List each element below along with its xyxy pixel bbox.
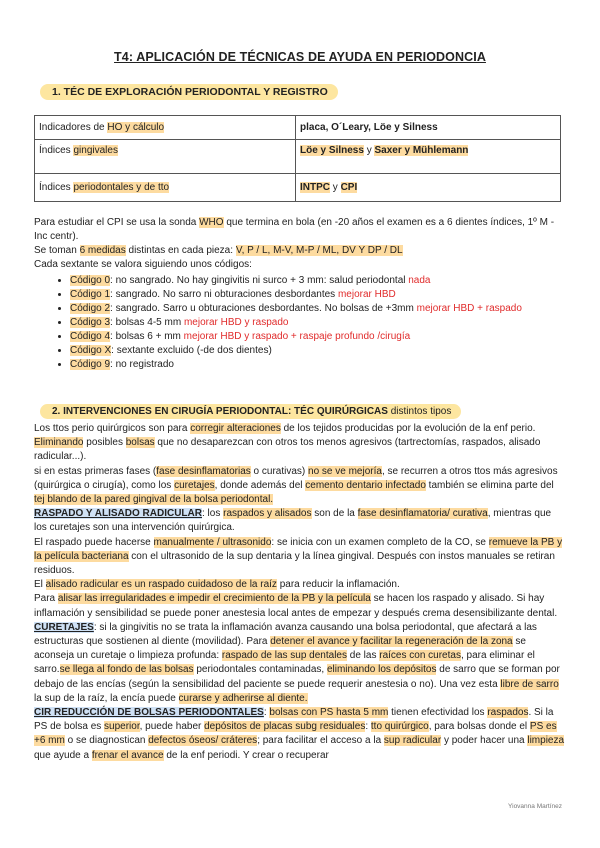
indices-table: [34, 115, 561, 202]
text: , donde además del: [214, 479, 306, 491]
code-label: Código 3: [70, 317, 111, 328]
text: se aconseja un curetaje o limpieza profunda:: [34, 636, 526, 662]
cell-text: Índices: [39, 182, 74, 193]
text: para reducir la inflamación.: [276, 579, 400, 591]
section-2-body: [34, 422, 566, 763]
text: o se diagnostican: [64, 735, 149, 747]
list-item: [70, 316, 600, 330]
text: , para eliminar el sarro.: [34, 650, 535, 676]
text: Se toman: [34, 245, 80, 256]
highlight: superior: [104, 721, 140, 733]
list-item: [70, 302, 600, 316]
paragraph-raspado: [34, 507, 566, 535]
table-cell: [35, 174, 296, 202]
cell-highlight: periodontales y de tto: [73, 182, 170, 193]
document-title: T4: APLICACIÓN DE TÉCNICAS DE AYUDA EN PERIODONCIA: [114, 50, 486, 64]
text: El raspado puede hacerse: [34, 536, 154, 548]
subheading: CURETAJES: [34, 621, 94, 633]
table-row: [35, 174, 561, 202]
highlight: manualmente / ultrasonido: [153, 536, 272, 548]
text: distintas en cada pieza:: [125, 245, 236, 256]
highlight: raspados y alisados: [223, 508, 312, 520]
highlight: defectos óseos/ cráteres: [148, 735, 258, 747]
code-action: nada: [408, 275, 431, 286]
text: que termina en bola (en -20 años el examen es a 6 dientes índices, 1º M - Inc centr).: [34, 217, 555, 242]
text: periodontales contaminadas,: [193, 664, 327, 676]
code-label: Código 0: [70, 275, 111, 286]
cell-highlight: Löe y Silness: [300, 145, 364, 156]
cpi-line-3: Cada sextante se valora siguiendo unos códigos:: [34, 259, 252, 270]
cell-text: y: [330, 182, 341, 193]
code-label: Código 2: [70, 303, 111, 314]
highlight: Eliminando: [34, 437, 84, 449]
highlight: alisar las irregularidades e impedir el crecimiento de la PB y la película: [57, 593, 371, 605]
cell-highlight: Saxer y Mühlemann: [374, 145, 469, 156]
subheading: RASPADO Y ALISADO RADICULAR: [34, 508, 202, 520]
highlight: remueve la PB y la película bacteriana: [34, 536, 563, 562]
highlight: tej blando de la pared gingival de la bolsa periodontal.: [34, 494, 274, 506]
text: o curativas): [250, 465, 309, 477]
highlight: raspados: [487, 707, 529, 719]
text: también se elimina parte del: [425, 479, 554, 491]
text: Los ttos: [34, 423, 70, 434]
highlight: V, P / L, M-V, M-P / ML, DV Y DP / DL: [235, 245, 403, 256]
table-cell: [35, 140, 296, 174]
highlight: frenar el avance: [91, 749, 164, 761]
author-footer: Yiovanna Martínez: [508, 803, 562, 810]
paragraph-phases: [34, 465, 566, 508]
text: , puede haber: [139, 721, 205, 733]
highlight: sup radicular: [383, 735, 442, 747]
text: son de la: [311, 508, 358, 520]
highlight: fase desinflamatoria/ curativa: [357, 508, 488, 520]
text: :: [263, 707, 270, 719]
text: El: [34, 579, 46, 591]
cell-highlight: gingivales: [73, 145, 118, 156]
list-item: [70, 358, 600, 372]
text: . Si la PS de bolsa es: [34, 707, 554, 733]
highlight: curetajes: [174, 479, 215, 491]
text: de los tejidos producidas por la evolución de la enf perio.: [280, 423, 536, 434]
code-action: mejorar HBD + raspado: [416, 303, 522, 314]
code-label: Código X: [70, 345, 112, 356]
highlight: alisado radicular es un raspado cuidadoso de la raíz: [45, 579, 277, 591]
highlight: se llega al fondo de las bolsas: [59, 664, 194, 676]
text: que ayude a: [34, 749, 92, 761]
codes-list: [34, 274, 600, 372]
highlight: depósitos de placas subg residuales: [204, 721, 366, 733]
code-label: Código 4: [70, 331, 111, 342]
highlight: limpieza: [527, 735, 565, 747]
text: Para: [34, 593, 58, 605]
text: , para bolsas donde el: [428, 721, 530, 733]
highlight: raíces con curetas: [379, 650, 461, 662]
cpi-line-2: [34, 244, 564, 258]
text: de las: [347, 650, 380, 662]
subheading: CIR REDUCCIÓN DE BOLSAS PERIODONTALES: [34, 707, 264, 719]
list-item: [70, 274, 600, 288]
text: perio quirúrgicos son para: [69, 423, 191, 434]
paragraph-alisar: [34, 592, 566, 620]
text: ; para facilitar el acceso a la: [257, 735, 384, 747]
text: tienen efectividad los: [388, 707, 488, 719]
text: de la enf periodi. Y crear o recuperar: [163, 749, 329, 761]
code-action: mejorar HBD y raspado: [183, 317, 289, 328]
highlight: fase desinflamatorias: [156, 465, 251, 477]
list-item: [70, 330, 600, 344]
table-cell: placa, O´Leary, Löe y Silness: [296, 116, 561, 140]
code-text: : bolsas 6 + mm: [110, 331, 184, 342]
text: y poder hacer una: [441, 735, 528, 747]
code-text: : bolsas 4-5 mm: [110, 317, 184, 328]
list-item: [70, 344, 600, 358]
section-2-heading: [40, 404, 461, 419]
code-label: Código 9: [70, 359, 111, 370]
code-label: Código 1: [70, 289, 111, 300]
highlight: no se ve mejoría: [308, 465, 382, 477]
text: Para estudiar el CPI se usa la sonda: [34, 217, 200, 228]
cpi-paragraph: [34, 216, 564, 272]
paragraph-alisado: [34, 578, 566, 592]
section-2-title: 2. INTERVENCIONES EN CIRUGÍA PERIODONTAL: TÉC QUIRÚRGICAS: [52, 406, 388, 417]
section-1-heading: 1. TÉC DE EXPLORACIÓN PERIODONTAL Y REGISTRO: [40, 84, 338, 100]
cpi-line-1: [34, 216, 564, 244]
text: , mientras que los curetajes son una intervención quirúrgica.: [34, 508, 552, 534]
cell-highlight: HO y cálculo: [107, 122, 165, 133]
text: si en estas primeras fases (: [34, 465, 157, 477]
cell-text: Indicadores de: [39, 122, 108, 133]
list-item: [70, 288, 600, 302]
code-text: : sextante excluido (-de dos dientes): [111, 345, 272, 356]
text: :: [365, 721, 371, 733]
highlight: PS es +6 mm: [34, 721, 557, 747]
paragraph-raspado-method: [34, 536, 566, 579]
code-action: mejorar HBD y raspado + raspaje profundo /cirugía: [183, 331, 411, 342]
table-row: [35, 116, 561, 140]
text: se hacen los raspado y alisado. Si hay inflamación y sensibilidad se puede poner anestesia local antes de empezar y después crema desensibilizante dental.: [34, 593, 558, 619]
code-text: : no registrado: [110, 359, 174, 370]
code-text: : no sangrado. No hay gingivitis ni surco + 3 mm: salud periodontal: [110, 275, 409, 286]
highlight: corregir alteraciones: [190, 423, 281, 434]
table-cell: [35, 116, 296, 140]
text: : si la gingivitis no se trata la inflamación avanza causando una bolsa periodontal, que afectará a las estructuras que sostienen al diente (movilidad). Para: [34, 621, 537, 648]
text: : se inicia con un examen completo de la CO, se: [271, 536, 489, 548]
paragraph-reduccion: [34, 706, 566, 763]
highlight: detener el avance y facilitar la regeneración de la zona: [270, 636, 513, 648]
text: de sarro que se forman por debajo de las encías (según la sensibilidad del paciente se puede requerir anestesia o no). Una vez esta: [34, 664, 560, 690]
text: , se recurren a otros ttos más agresivos (quirúrgica o cirugía), como los: [34, 465, 558, 491]
paragraph-curetajes: [34, 621, 566, 706]
highlight: eliminando los depósitos: [326, 664, 437, 676]
highlight: cemento dentario infectado: [305, 479, 426, 491]
text: : los: [201, 508, 224, 520]
code-action: mejorar HBD: [337, 289, 396, 300]
highlight: bolsas con PS hasta 5 mm: [269, 707, 389, 719]
highlight: curarse y adherirse al diente.: [178, 692, 308, 704]
cell-text: Índices: [39, 145, 74, 156]
highlight: bolsas: [125, 437, 155, 449]
code-text: : sangrado. No sarro ni obturaciones desbordantes: [110, 289, 338, 300]
table-cell: [296, 140, 561, 174]
cell-text: y: [363, 145, 375, 156]
code-text: : sangrado. Sarro u obturaciones desbordantes. No bolsas de +3mm: [110, 303, 417, 314]
paragraph-intro: [34, 422, 566, 465]
highlight: 6 medidas: [79, 245, 126, 256]
highlight: libre de sarro: [500, 678, 559, 690]
cell-highlight: INTPC: [300, 182, 330, 193]
highlight: WHO: [199, 217, 224, 228]
highlight: raspado de las sup dentales: [221, 650, 347, 662]
cell-highlight: CPI: [340, 182, 358, 193]
text: posibles: [83, 437, 126, 449]
text: la sup de la raíz, la encía puede: [34, 692, 179, 704]
text: que no desaparezcan con otros tos menos agresivos (tartrectomías, raspados, alisado radicular...).: [34, 437, 541, 463]
section-2-tail: distintos tipos: [387, 406, 452, 417]
text: con el ultrasonido de la sup dentaria y la línea gingival. Después con instos manuales se retiran residuos.: [34, 550, 555, 577]
highlight: tto quirúrgico: [370, 721, 429, 733]
table-row: [35, 140, 561, 174]
table-cell: [296, 174, 561, 202]
